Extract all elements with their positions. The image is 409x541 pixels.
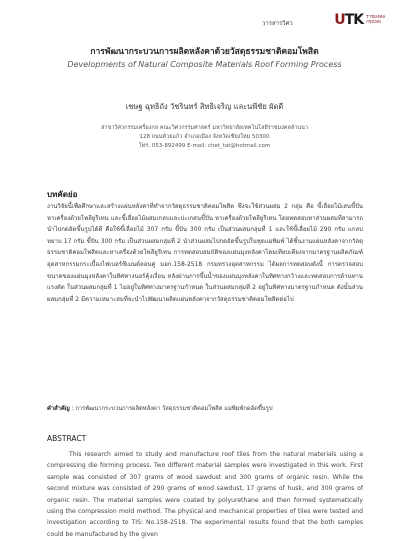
logo-text [366,15,385,25]
abstract-thai-heading: บทคัดย่อ [47,190,78,199]
title-english: Developments of Natural Composite Materials Roof Forming Process [67,60,342,69]
keywords [47,403,363,413]
abstract-thai-body: งานวิจัยนี้เพื่อศึกษาและสร้างแผ่นหลังคาที่ทำจากวัสดุธรรมชาติคอมโพสิต ซึ่งจะใช้ส่วนผสม 2 กลุ่ม คือ ขี้เลื่อยไม้เสนขี้ปัน หาเครื่องด้วยโพลียูรีเทน และขี้เลื่อยไม้ผสมเกลบและปะเกสนขี้ปัน หาเครื่องด้วยโพลียูรีเทน โดยทดสอบหาส่วนผสมที่สามารถนำไปกดอัดขึ้นรูปได้ดี คือใช้ขี้เลื่อยไม้ 307 กรัม ขี้ปัน 300 กรัม เป็นส่วนผสมกลุ่มที่ 1 และใช้ขี้เลื่อยไม้ 290 กรัม แกลบหยาบ 17 กรัม ขี้ปัน 300 กรัม เป็นส่วนผสมกลุ่มที่ 2 นำส่วนผสมไปกดอัดขึ้นรูปในชุดแม่พิมพ์ ได้ชิ้นงานแผ่นหลังคาจากวัสดุธรรมชาติคอมโพสิตและหาเครื่องด้วยโพลียูรีเทน การทดสอบสมบัติของแผ่นมุงหลังคาโดยเทียบเคียงจากมาตรฐานผลิตภัณฑ์อุตสาหกรรมกระเบื้องไฟเบอร์ซีเมนต์ลอนคู่ มอก.158-2518 กรมทรวงอุตสาหกรรม ได้ผลการทดสอบดังนี้ การตรวจสอบขนาดของแผ่นมุงหลังคาในทิศทางนอร์คุ้งเงื่อน หลังผ่านการขึ้นน้ำของแผ่นมุงหลังคาในทิศทางกว้างและทดสอบการด้านทานแรงดัด ในส่วนผสมกลุ่มที่ 1 ไม่อยู่ในทิศทางมาตรฐานกำหนด ในส่วนผสมกลุ่มที่ 2 อยู่ในทิศทางมาตรฐานกำหนด ดังนั้นส่วนผสมกลุ่มที่ 2 มีความเหมาะสมที่จะนำไปพัฒนาผลิตแผ่นหลังคาจากวัสดุธรรมชาติคอมโพสิตต่อไป [47,203,363,303]
abstract-english-heading: ABSTRACT [47,434,87,443]
logo-mark-tk: TK [344,12,364,28]
keywords-label: คำสำคัญ [47,406,70,412]
university-logo [334,12,385,28]
keywords-text: : การพัฒนากระบวนการผลิตหลังคา วัสดุธรรมชาติคอมโพสิต แม่พิมพ์กดอัดขึ้นรูป [69,406,273,412]
affiliation-line1: สาขาวิศวกรรมเครื่องกล คณะวิศวกรรมศาสตร์ มหาวิทยาลัยเทคโนโลยีราชมงคลล้านนา [101,125,308,131]
logo-mark [334,12,363,28]
affiliation-contact: โทร. 053-892499 E-mail: chet_tat@hotmail.com [138,143,271,149]
affiliation-line2: 128 ถนนห้วยแก้ว อำเภอเมือง จังหวัดเชียงใหม่ 50300 [139,134,270,140]
abstract-english-body: This research aimed to study and manufacture roof tiles from the natural materials using a compressing die forming process. Two different material samples were investigated in this work. First sample was consisted of 307 grams of wood sawdust and 300 grams of organic resin. While the second mixture was consisted of 290 grams of wood sawdust, 17 grams of husk, and 300 grams of organic resin. The material samples were coated by polyurethane and then formed systematically using the compression mold method. The physical and mechanical properties of tiles were tested and investigation according to TIS: No.158-2518. The experimental results found that the both samples could be manufactured by the given [47,451,363,538]
logo-text-line1: ราชมงคล [366,15,385,20]
affiliation [0,124,409,151]
logo-text-line2: กรุงเทพ [366,20,381,25]
journal-name: วารสารวิศว [262,20,293,27]
author-list: เชษฐ ฉุทธิถัง วัชรินทร์ สิทธิเจริญ และนพีชัย ผัดดี [125,102,284,111]
logo-mark-u: U [334,12,345,28]
title-thai: การพัฒนากระบวนการผลิตหลังคาด้วยวัสดุธรรมชาติคอมโพสิต [90,47,319,57]
